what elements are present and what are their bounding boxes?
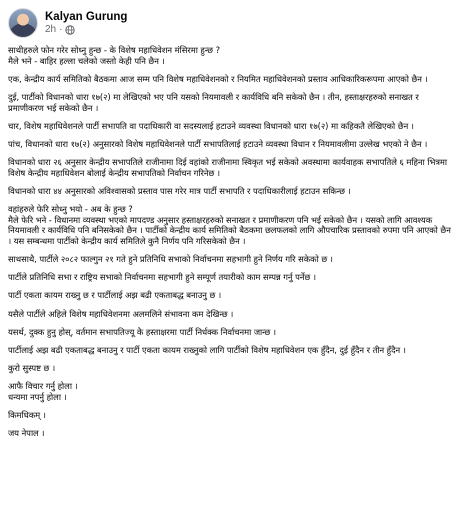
post-paragraph: वहांहरुले फेरि सोध्नु भयो - अब के हुन्छ ? मैले फेरि भने - विधानमा व्यवस्था भएको मापदण्ड अनुसार हस्ताक्षरहरुको सनाखत र प्रमाणीकरण पनि भई सकेको छैन । यसको लागि आवश्यक नियमावली र कार्यविधि पनि बनिसकेको छैन । पार्टीको केन्द्रीय कार्य समितिको बैठकमा छलफलको लागि औपचारिक प्रस्तावको रुपमा पनि आएको छैन । यस सम्बन्धमा पार्टीको केन्द्रीय कार्य समितिले कुनै निर्णय पनि गरिसकेको छैन । (8, 204, 451, 246)
post-paragraph: साथीहरुले फोन गरेर सोध्नु हुन्छ - के विशेष महाधिवेशन मंसिरमा हुन्छ ? मैले भने - बाहिर हल्ला चलेको जस्तो केही पनि छैन । (8, 45, 221, 66)
separator-dot: · (59, 24, 63, 35)
post-paragraph: पार्टीले प्रतिनिधि सभा र राष्ट्रिय सभाको निर्वाचनमा सहभागी हुने सम्पूर्ण तयारीको काम सम्पन्न गर्नु पर्नेछ । (8, 272, 317, 283)
post-paragraph: यसर्थ, दुक्क हुनु होस्, वर्तमान सभापतिज्यू केे हस्ताक्षरमा पार्टी निर्धक्क निर्वाचनमा जान्छ । (8, 326, 277, 337)
post-paragraph: एक, केन्द्रीय कार्य समितिको बैठकमा आज सम्म पनि विशेष महाधिवेशनको र नियमित महाधिवेशनको प्रस्ताव आधिकारिकरूपमा आएको छैन । (8, 73, 428, 84)
post-paragraph: यसैले पार्टीले अहिले विशेष महाधिवेशनमा अलमलिने संभावना कम देखिन्छ । (8, 308, 234, 319)
post-header (0, 0, 463, 43)
post-paragraph: पार्टीलाई अझ बढी एकताबद्ध बनाउनु र पार्टी एकता कायम राख्नुको लागि पार्टीको विशेष महाधिवेशन एक हुँदैन, दुई हुँदैन र तीन हुँदैन । (8, 345, 406, 355)
post-paragraph: आफै विचार गर्नु होला । धन्यमा नपर्नु होला । (8, 381, 78, 402)
post-subline (45, 24, 127, 35)
post-paragraph: किमधिकम् । (8, 410, 46, 421)
post-paragraph: विधानको धारा ४४ अनुसारको अविश्वासको प्रस्ताव पास गरेर मात्र पार्टी सभापति र पदाधिकारीलाई हटाउन सकिन्छ । (8, 185, 351, 196)
post-body (0, 43, 463, 439)
post-paragraph: पांच, विधानको धारा १७(२) अनुसारको विशेष महाधिवेशनले पार्टी सभापतिलाई हटाउने व्यवस्था विधान र नियमावलीमा उल्लेख भएको ने छैन । (8, 138, 428, 149)
post-meta (45, 11, 127, 35)
post-paragraph: पार्टी एकता कायम राख्नु छ र पार्टीलाई अझ बढी एकताबद्ध बनाउनु छ । (8, 290, 222, 301)
globe-icon (65, 25, 75, 35)
post-paragraph: साथसाथै, पार्टीले २०८२ फाल्गुन २१ गते हुने प्रतिनिधि सभाको निर्वाचनमा सहभागी हुने निर्णय गरि सकेको छ । (8, 254, 333, 265)
post-timestamp[interactable]: 2h (45, 24, 57, 35)
post-paragraph: जय नेपाल । (8, 428, 45, 439)
post-paragraph: चार, विशेष महाधिवेशनले पार्टी सभापति वा पदाधिकारी वा सदस्यलाई हटाउने व्यवस्था विधानको धारा १७(२) मा कहिकतै लेखिएको छैन । (8, 120, 414, 131)
post-paragraph: विधानको धारा २६ अनुसार केन्द्रीय सभापतिले राजीनामा दिई वहांको राजीनामा स्विकृत भई सकेको अवस्थामा कार्यवाहक सभापतिले ६ महिना भित्रमा विशेष केन्द्रीय महाधिवेशन बोलाई केन्द्रीय सभापतिको निर्वाचन गरिनेछ । (8, 157, 448, 178)
post-paragraph: कुरो सुस्पष्ट छ । (8, 363, 56, 374)
post-paragraph: दुई, पार्टीको विधानको धारा १७(२) मा लेखिएको भए पनि यसको नियमावली र कार्यविधि बनि सकेको छैन । तीन, हस्ताक्षरहरुको सनाखत र प्रमाणीकरण भई सकेको छैन । (8, 91, 419, 113)
author-name[interactable]: Kalyan Gurung (45, 11, 128, 23)
avatar[interactable] (8, 8, 38, 38)
